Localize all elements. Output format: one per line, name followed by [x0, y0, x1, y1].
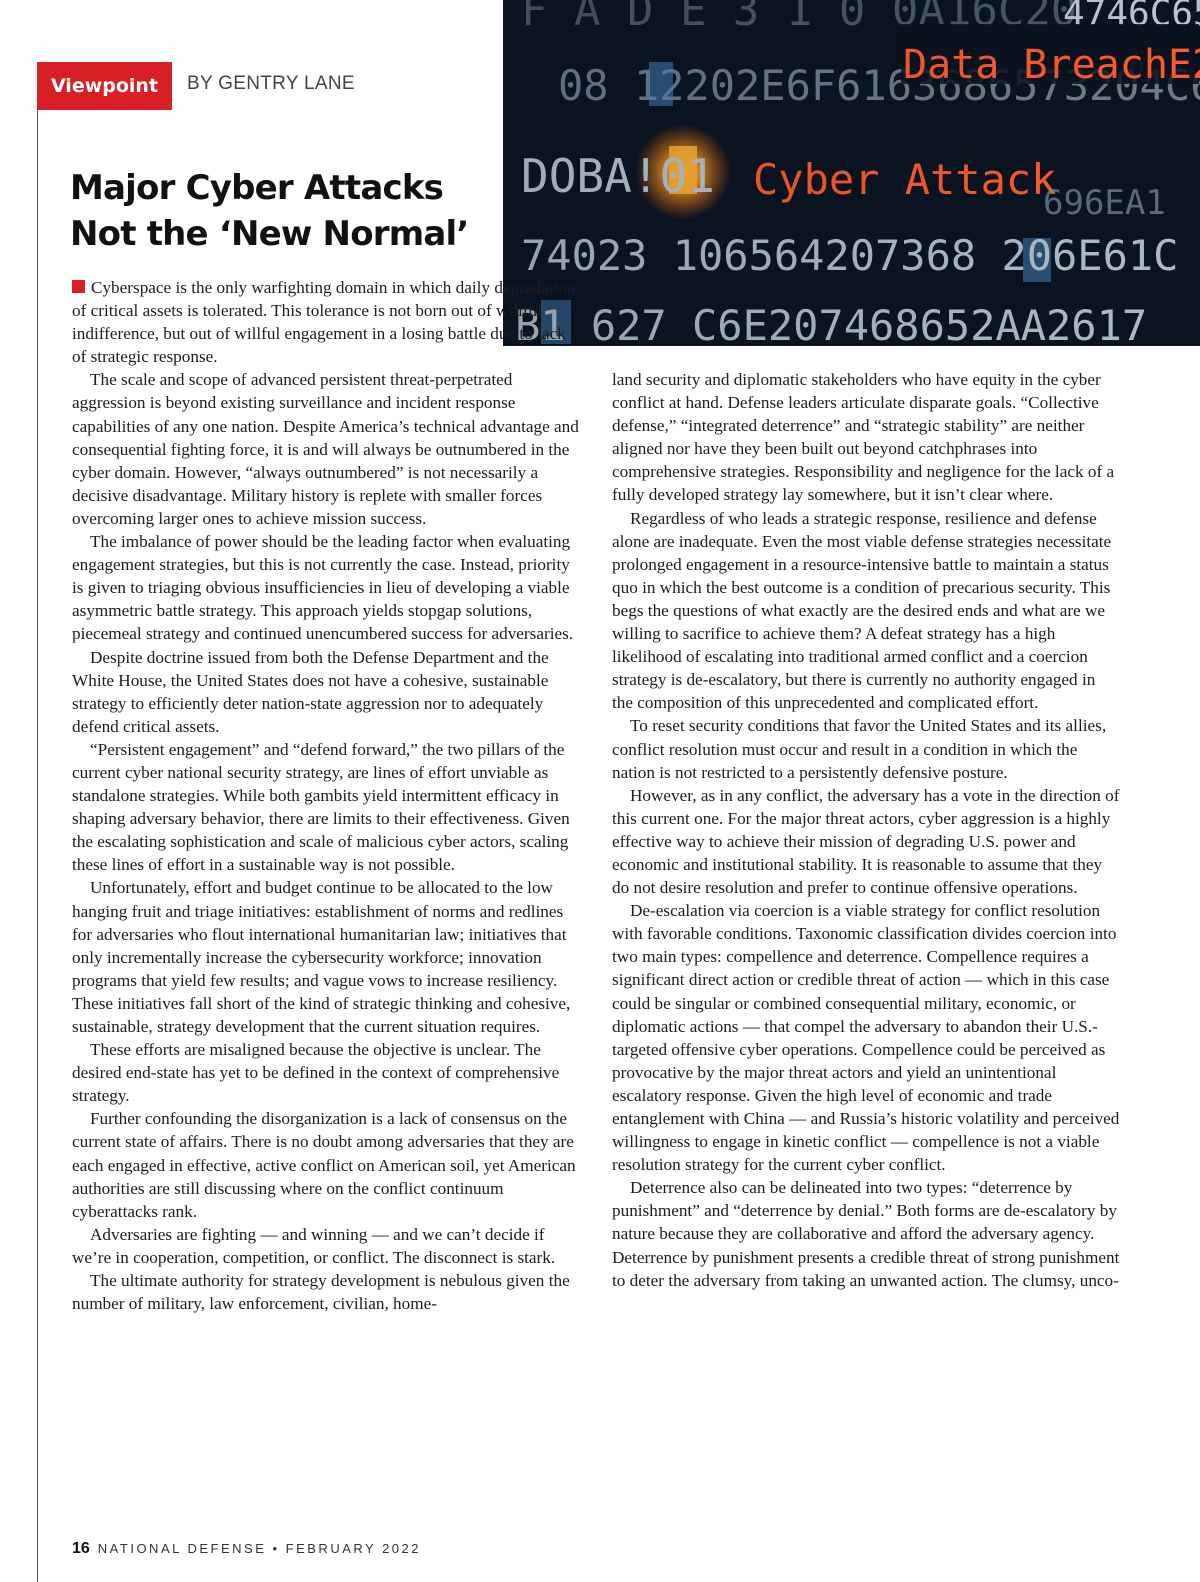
paragraph: Deterrence also can be delineated into two types: “deterrence by punishment” and “deterrence by denial.” Both forms are de-escalatory by nature because they are collaborative and afford the adversary agency. Deterrence by punishment presents a credible threat of strong punishment to deter the adversary from taking an unwanted action. The clumsy, unco- — [612, 1178, 1120, 1290]
left-rule — [37, 110, 38, 1582]
body-column-1 — [72, 276, 580, 1315]
paragraph: The imbalance of power should be the leading factor when evaluating engagement strategies, but this is not currently the case. Instead, priority is given to triaging obvious insufficiencies in lieu of developing a viable asymmetric battle strategy. This approach yields stopgap solutions, piecemeal strategy and continued unencumbered success for adversaries. — [72, 532, 574, 644]
page-footer — [72, 1540, 421, 1558]
paragraph: The scale and scope of advanced persistent threat-perpetrated aggression is beyond existing surveillance and incident response capabilities of any one nation. Despite America’s technical advantage and consequential fighting force, it is and will always be outnumbered in the cyber domain. However, “always outnumbered” is not necessarily a decisive disadvantage. Military history is replete with smaller forces overcoming larger ones to achieve mission success. — [72, 370, 579, 528]
paragraph: However, as in any conflict, the adversary has a vote in the direction of this current one. For the major threat actors, cyber aggression is a highly effective way to achieve their mission of degrading U.S. power and economic and institutional stability. It is reasonable to assume that they do not desire resolution and prefer to continue offensive operations. — [612, 785, 1120, 898]
paragraph: land security and diplomatic stakeholders who have equity in the cyber conflict at hand. Defense leaders articulate disparate goals. “Collective defense,” “integrated deterrence” and “strategic stability” are neither aligned nor have they been built out beyond catchphrases into comprehensive strategies. Responsibility and negligence for the lack of a fully developed strategy lay somewhere, but it isn’t clear where. — [612, 370, 1115, 505]
paragraph: Despite doctrine issued from both the Defense Department and the White House, the United States does not have a cohesive, sustainable strategy to efficiently deter nation-state aggression nor to adequately defend critical assets. — [72, 647, 549, 736]
start-marker-icon — [72, 280, 85, 293]
paragraph: De-escalation via coercion is a viable strategy for conflict resolution with favorable conditions. Taxonomic classification divides coercion into two main types: compellence and deterrence. Compellence requires a significant direct action or credible threat of action — which in this case could be singular or combined consequential military, economic, or diplomatic actions — that compel the adversary to abandon their U.S.-targeted offensive cyber operations. Compellence could be perceived as provocative by the major threat actors and yield an unintentional escalatory response. Given the high level of economic and trade entanglement with China — and Russia’s historic volatility and perceived willingness to engage in kinetic conflict — compellence is not a viable resolution strategy for the current cyber conflict. — [612, 901, 1120, 1175]
paragraph: Unfortunately, effort and budget continue to be allocated to the low hanging fruit and triage initiatives: establishment of norms and redlines for adversaries who flout international humanitarian law; initiatives that only incrementally increase the cybersecurity workforce; innovation programs that yield few results; and vague vows to increase resiliency. These initiatives fall short of the kind of strategic thinking and cohesive, sustainable, strategy development that the current situation requires. — [72, 878, 571, 1036]
paragraph: Cyberspace is the only warfighting domain in which daily degradation of critical assets is tolerated. This tolerance is not born out of willful indifference, but out of willful engagement in a losing battle due to lack of strategic response. — [72, 278, 576, 367]
section-tag: Viewpoint — [37, 62, 172, 110]
hero-image — [503, 0, 1200, 346]
paragraph: “Persistent engagement” and “defend forward,” the two pillars of the current cyber national security strategy, are lines of effort unviable as standalone strategies. While both gambits yield intermittent efficacy in shaping adversary behavior, there are limits to their effectiveness. Given the escalating sophistication and scale of malicious cyber actors, scaling these lines of effort in a sustainable way is not possible. — [72, 739, 570, 875]
cyber-code-illustration — [503, 0, 1200, 346]
headline: Major Cyber Attacks Not the ‘New Normal’ — [70, 168, 469, 254]
paragraph: These efforts are misaligned because the objective is unclear. The desired end-state has yet to be defined in the context of comprehensive strategy. — [72, 1040, 560, 1106]
paragraph: Adversaries are fighting — and winning — and we can’t decide if we’re in cooperation, competition, or conflict. The disconnect is stark. — [72, 1224, 556, 1267]
publication-line: NATIONAL DEFENSE • FEBRUARY 2022 — [97, 1541, 422, 1556]
paragraph: The ultimate authority for strategy development is nebulous given the number of military, law enforcement, civilian, home- — [72, 1271, 570, 1314]
paragraph: Regardless of who leads a strategic response, resilience and defense alone are inadequate. Even the most viable defense strategies necessitate prolonged engagement in a resource-intensive battle to maintain a status quo in which the best outcome is a condition of precarious security. This begs the questions of what exactly are the desired ends and what are we willing to sacrifice to achieve them? A defeat strategy has a high likelihood of escalating into traditional armed conflict and a coercion strategy is de-escalatory, but there is currently no authority engaged in the composition of this unprecedented and complicated effort. — [612, 508, 1112, 713]
paragraph: Further confounding the disorganization is a lack of consensus on the current state of affairs. There is no doubt among adversaries that they are each engaged in effective, active conflict on American soil, yet American authorities are still discussing where on the conflict continuum cyberattacks rank. — [72, 1109, 576, 1221]
paragraph: To reset security conditions that favor the United States and its allies, conflict resolution must occur and result in a condition in which the nation is not restricted to a persistently defensive posture. — [612, 716, 1107, 782]
byline: BY GENTRY LANE — [187, 73, 355, 94]
page-number: 16 — [72, 1540, 90, 1557]
body-column-2 — [612, 368, 1120, 1292]
